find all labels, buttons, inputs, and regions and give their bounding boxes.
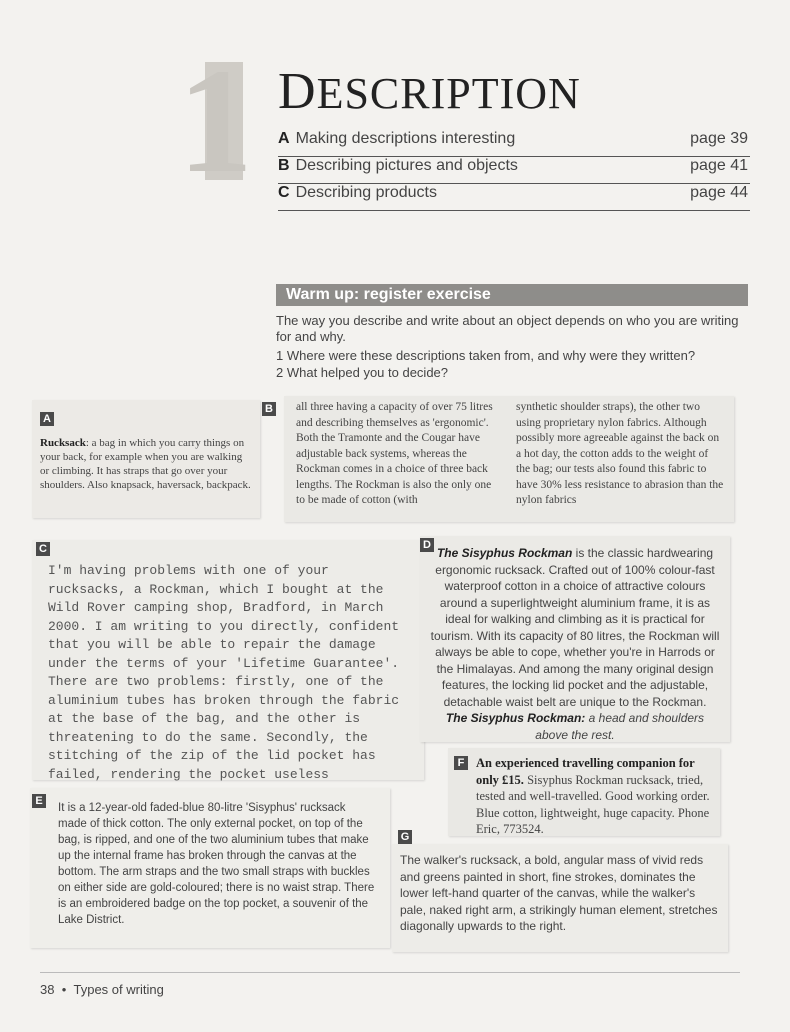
text-f xyxy=(476,755,712,838)
label-c: C xyxy=(36,542,50,556)
text-a-term: Rucksack xyxy=(40,437,86,449)
toc-page: page 44 xyxy=(690,184,748,201)
label-g: G xyxy=(398,830,412,844)
text-d-tagline: a head and shoulders above the rest. xyxy=(535,711,705,742)
text-f-lead: An experienced travelling companion for only £15. xyxy=(476,756,695,787)
label-e: E xyxy=(32,794,46,808)
footer-section: Types of writing xyxy=(73,982,164,997)
text-d-body: is the classic hardwearing ergonomic rucksack. Crafted out of 100% colour-fast waterproof cotton in a choice of attractive colours around a superlightweight aluminium frame, it is as ideal for walking and climbing as it is practical for tourism. With its capacity of 80 litres, the Rockman will always be able to cope, whether you're in Harrods or the Himalayas. And among the many original design features, the locking lid pocket and the adjustable, detachable waist belt are unique to the Rockman. xyxy=(430,546,720,709)
page-footer xyxy=(40,982,164,997)
text-a xyxy=(40,436,252,492)
footer-divider xyxy=(40,972,740,973)
toc-page: page 39 xyxy=(690,130,748,147)
chapter-title-initial: D xyxy=(278,63,317,120)
label-d: D xyxy=(420,538,434,552)
text-d xyxy=(430,545,720,743)
toc-item[interactable] xyxy=(278,157,750,184)
warmup-intro: The way you describe and write about an object depends on who you are writing for and why. xyxy=(276,313,739,344)
page-number: 38 xyxy=(40,982,55,997)
toc-letter: B xyxy=(278,157,290,174)
toc-page: page 41 xyxy=(690,157,748,174)
text-d-product-name: The Sisyphus Rockman xyxy=(436,546,573,560)
question-1: 1 Where were these descriptions taken from, and why were they written? xyxy=(276,348,696,363)
question-2: 2 What helped you to decide? xyxy=(276,365,449,380)
label-a: A xyxy=(40,412,54,426)
chapter-title-rest: ESCRIPTION xyxy=(316,69,581,118)
text-a-definition: : a bag in which you carry things on your back, for example when you are walking or climbing. It has straps that go over your shoulders. Also knapsack, haversack, backpack. xyxy=(40,437,251,491)
label-f: F xyxy=(454,756,468,770)
chapter-title xyxy=(278,62,581,121)
toc-title: Making descriptions interesting xyxy=(295,130,516,147)
warmup-heading: Warm up: register exercise xyxy=(276,284,748,306)
footer-bullet: • xyxy=(61,982,67,997)
chapter-number: 1 xyxy=(178,38,253,204)
toc-item[interactable] xyxy=(278,130,750,157)
text-d-tagline-name: The Sisyphus Rockman: xyxy=(445,711,586,725)
text-b-column-2: synthetic shoulder straps), the other two using proprietary nylon fabrics. Although possibly more agreeable against the back on a hot day, the cotton adds to the weight of the bag; our tests also found this fabric to have 30% less resistance to abrasion than the nylon fabrics xyxy=(516,401,724,506)
toc-title: Describing pictures and objects xyxy=(295,157,518,174)
table-of-contents xyxy=(278,130,750,211)
toc-title: Describing products xyxy=(295,184,437,201)
text-e: It is a 12-year-old faded-blue 80-litre 'Sisyphus' rucksack made of thick cotton. The only external pocket, on top of the bag, is ripped, and one of the two aluminium tubes that make up the internal frame has broken through the canvas at the bottom. The arm straps and the two small straps with buckles on either side are gold-coloured; there is no waist strap. There is an embroidered badge on the top pocket, a souvenir of the Lake District. xyxy=(58,802,375,926)
label-b: B xyxy=(262,402,276,416)
toc-item[interactable] xyxy=(278,184,750,211)
text-b-column-1: all three having a capacity of over 75 litres and describing themselves as 'ergonomic'. Both the Tramonte and the Cougar have adjustable back systems, whereas the Rockman comes in a choice of three back lengths. The Rockman is also the only one to be made of cotton (with xyxy=(296,401,493,506)
text-g: The walker's rucksack, a bold, angular mass of vivid reds and greens painted in short, fine strokes, dominates the lower left-hand quarter of the canvas, while the walker's pale, naked right arm, a strikingly human element, stretches diagonally upwards to the right. xyxy=(400,853,718,933)
toc-letter: A xyxy=(278,130,290,147)
toc-letter: C xyxy=(278,184,290,201)
text-f-body: Sisyphus Rockman rucksack, tried, tested and well-travelled. Good working order. Blue cotton, lightweight, huge capacity. Phone Eric, 773524. xyxy=(476,772,710,836)
text-c: I'm having problems with one of your rucksacks, a Rockman, which I bought at the Wild Rover camping shop, Bradford, in March 2000. I am writing to you directly, confident that you will be able to repair the damage under the terms of your 'Lifetime Guarantee'. There are two problems: firstly, one of the aluminium tubes has broken through the fabric at the base of the bag, and the other is threatening to do the same. Secondly, the stitching of the zip of the lid pocket has failed, rendering the pocket useless xyxy=(48,563,400,782)
